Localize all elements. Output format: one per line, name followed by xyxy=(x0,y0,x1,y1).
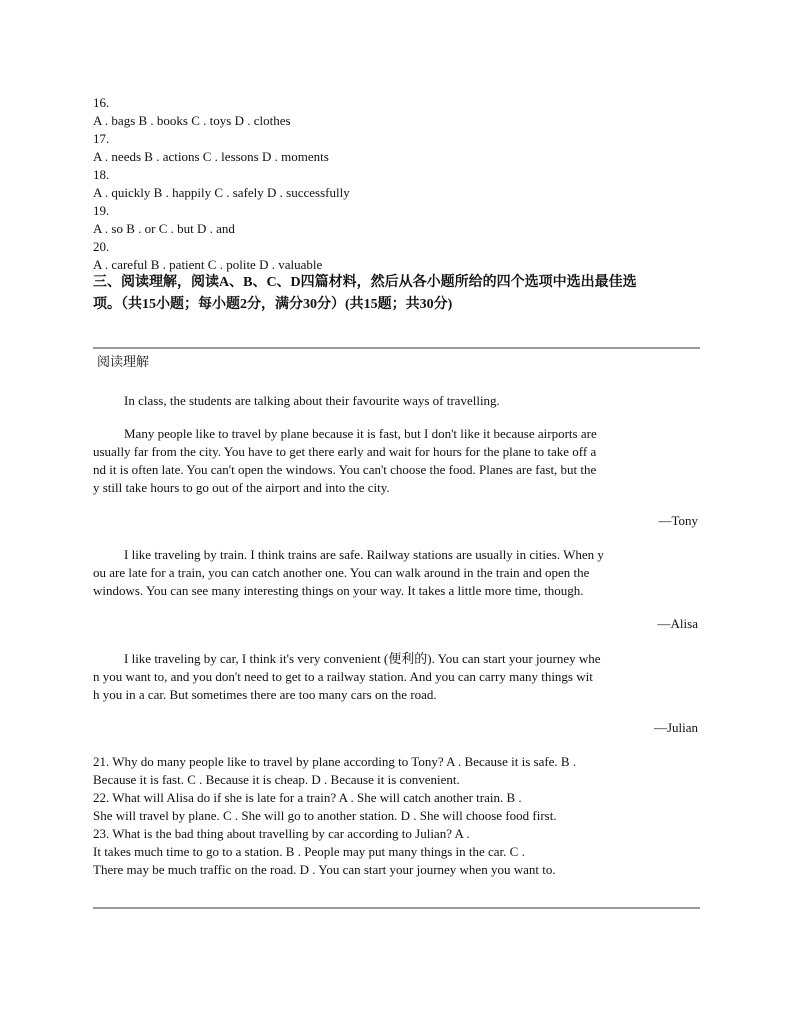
question-options: A . needs B . actions C . lessons D . moments xyxy=(93,149,329,164)
question-options: A . careful B . patient C . polite D . valuable xyxy=(93,257,323,272)
question-options: A . quickly B . happily C . safely D . successfully xyxy=(93,185,350,200)
question-number: 20. xyxy=(93,239,110,254)
reading-label: 阅读理解 xyxy=(97,355,150,370)
paragraph-line: Many people like to travel by plane because it is fast, but I don't like it because airports are xyxy=(124,426,597,441)
signature-alisa: —Alisa xyxy=(657,616,698,631)
question-options: A . bags B . books C . toys D . clothes xyxy=(93,113,291,128)
question-line: There may be much traffic on the road. D . You can start your journey when you want to. xyxy=(93,862,556,877)
question-line: 22. What will Alisa do if she is late for a train? A . She will catch another train. B . xyxy=(93,790,522,805)
question-line: She will travel by plane. C . She will go to another station. D . She will choose food first. xyxy=(93,808,557,823)
question-line: 23. What is the bad thing about travelling by car according to Julian? A . xyxy=(93,826,470,841)
question-options: A . so B . or C . but D . and xyxy=(93,221,235,236)
question-number: 19. xyxy=(93,203,110,218)
paragraph-line: usually far from the city. You have to get there early and wait for hours for the plane to take off a xyxy=(93,444,597,459)
passage-intro: In class, the students are talking about their favourite ways of travelling. xyxy=(124,393,500,408)
paragraph-line: n you want to, and you don't need to get to a railway station. And you can carry many things wit xyxy=(93,669,593,684)
question-number: 17. xyxy=(93,131,110,146)
paragraph-line: ou are late for a train, you can catch another one. You can walk around in the train and open the xyxy=(93,565,590,580)
question-line: 21. Why do many people like to travel by plane according to Tony? A . Because it is safe. B . xyxy=(93,754,577,769)
paragraph-line: y still take hours to go out of the airport and into the city. xyxy=(93,480,390,495)
paragraph-line: nd it is often late. You can't open the windows. You can't choose the food. Planes are fast, but the xyxy=(93,462,597,477)
question-line: Because it is fast. C . Because it is cheap. D . Because it is convenient. xyxy=(93,772,460,787)
signature-tony: —Tony xyxy=(658,513,698,528)
question-number: 16. xyxy=(93,95,110,110)
paragraph-line: I like traveling by train. I think trains are safe. Railway stations are usually in cities. When y xyxy=(124,547,604,562)
paragraph-line: I like traveling by car, I think it's very convenient (便利的). You can start your journey whe xyxy=(124,651,601,666)
section-heading-line2: 项。（共15小题；每小题2分，满分30分）(共15题；共30分) xyxy=(93,297,453,312)
paragraph-line: windows. You can see many interesting things on your way. It takes a little more time, though. xyxy=(93,583,584,598)
signature-julian: —Julian xyxy=(653,720,698,735)
question-number: 18. xyxy=(93,167,110,182)
divider-top xyxy=(93,347,700,349)
section-heading-line1: 三、阅读理解，阅读A、B、C、D四篇材料，然后从各小题所给的四个选项中选出最佳选 xyxy=(93,275,637,290)
question-line: It takes much time to go to a station. B . People may put many things in the car. C . xyxy=(93,844,525,859)
paragraph-line: h you in a car. But sometimes there are too many cars on the road. xyxy=(93,687,437,702)
divider-bottom xyxy=(93,907,700,909)
